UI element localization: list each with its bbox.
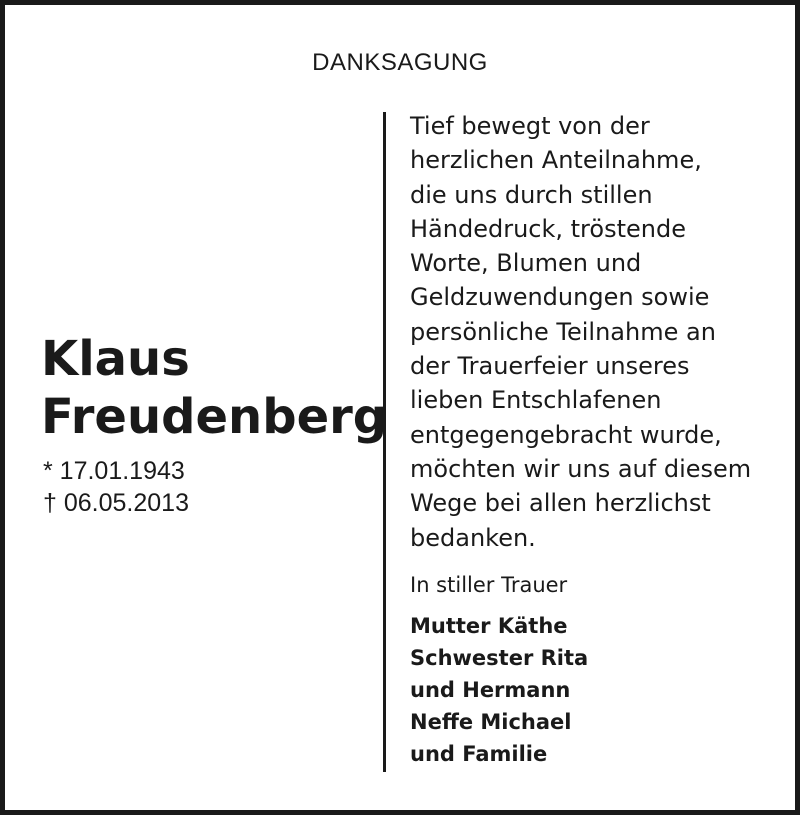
signer: Mutter Käthe — [410, 614, 568, 638]
message-line: entgegengebracht wurde, — [410, 420, 722, 449]
message-line: Wege bei allen herzlichst — [410, 489, 711, 518]
message-line: bedanken. — [410, 523, 536, 552]
message-line: Händedruck, tröstende — [410, 214, 686, 243]
life-dates — [43, 455, 189, 519]
signer: und Hermann — [410, 678, 571, 702]
message-line: Worte, Blumen und — [410, 249, 642, 278]
message-line: möchten wir uns auf diesem — [410, 454, 752, 483]
notice-heading: DANKSAGUNG — [312, 49, 488, 76]
message-line: persönliche Teilnahme an — [410, 317, 716, 346]
message-line: lieben Entschlafenen — [410, 386, 662, 415]
message-line: Tief bewegt von der — [410, 112, 650, 140]
message-line: herzlichen Anteilnahme, — [410, 146, 702, 175]
deceased-name — [41, 330, 387, 446]
signer: und Familie — [410, 742, 548, 766]
signers-list — [410, 610, 588, 770]
deceased-last-name: Freudenberg — [41, 389, 388, 445]
signer: Neffe Michael — [410, 710, 572, 734]
thanks-message — [410, 109, 780, 555]
mourning-phrase: In stiller Trauer — [410, 573, 568, 597]
deceased-first-name: Klaus — [41, 331, 190, 387]
death-date: † 06.05.2013 — [43, 489, 189, 517]
message-line: Geldzuwendungen sowie — [410, 283, 710, 312]
message-line: der Trauerfeier unseres — [410, 352, 690, 381]
birth-date: * 17.01.1943 — [43, 457, 185, 485]
message-line: die uns durch stillen — [410, 180, 653, 209]
signer: Schwester Rita — [410, 646, 589, 670]
